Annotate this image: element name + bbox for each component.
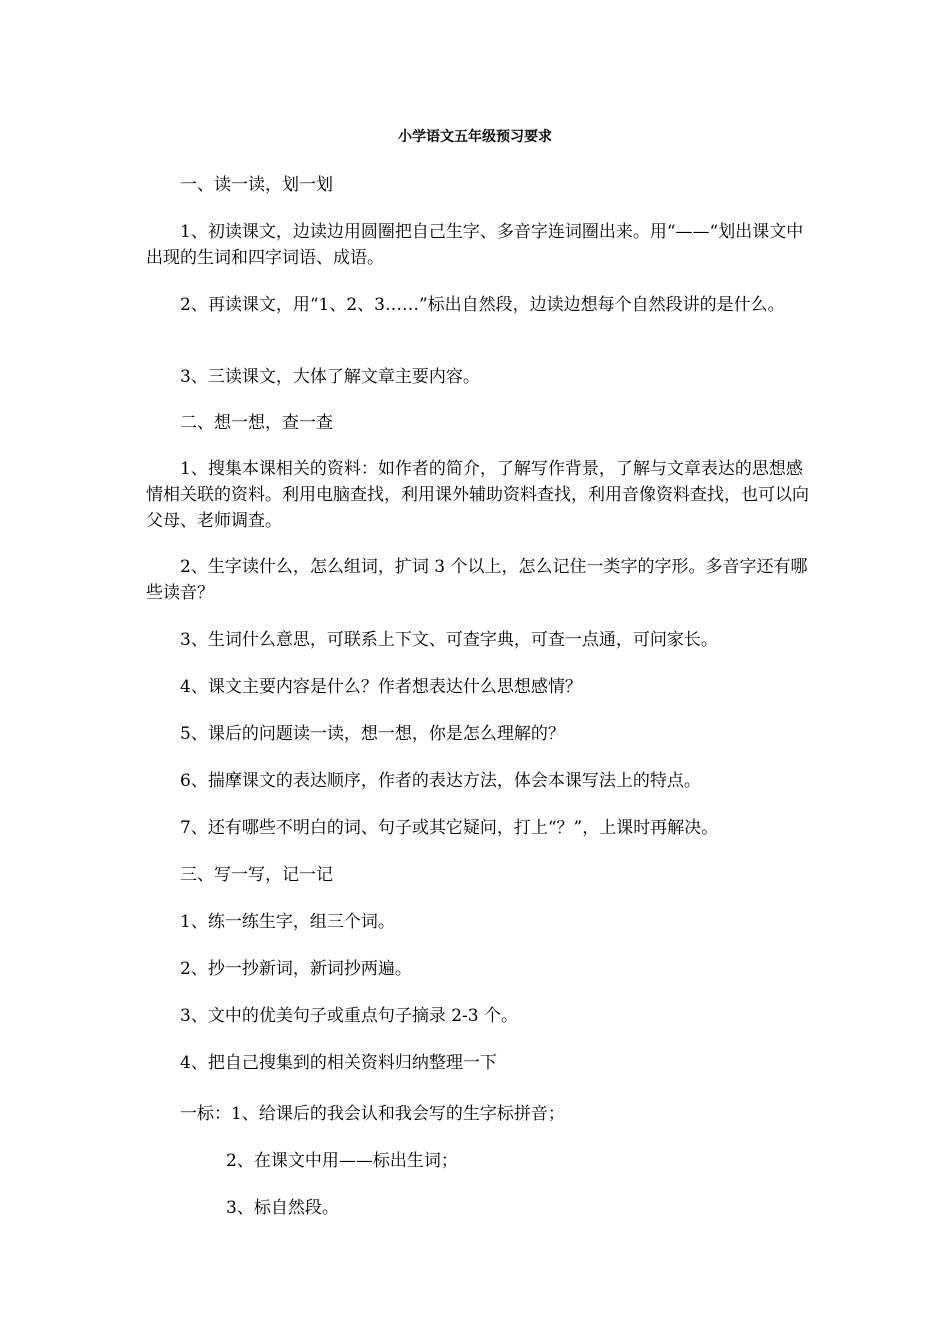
section2-item1: 1、搜集本课相关的资料：如作者的简介，了解写作背景，了解与文章表达的思想感情相关联的资料。利用电脑查找，利用课外辅助资料查找，利用音像资料查找，也可以向父母、老师调查。	[146, 459, 809, 531]
section3-item2: 2、抄一抄新词，新词抄两遍。	[180, 959, 412, 979]
section1-item3: 3、三读课文，大体了解文章主要内容。	[180, 367, 480, 387]
section2-item5: 5、课后的问题读一读，想一想，你是怎么理解的？	[180, 724, 565, 744]
section2-item6: 6、揣摩课文的表达顺序，作者的表达方法，体会本课写法上的特点。	[180, 771, 701, 791]
section2-item7: 7、还有哪些不明白的词、句子或其它疑问，打上“？”，上课时再解决。	[180, 818, 719, 838]
section2-item3: 3、生词什么意思，可联系上下文、可查字典，可查一点通，可问家长。	[180, 630, 718, 650]
section2-item2: 2、生字读什么，怎么组词，扩词 3 个以上，怎么记住一类字的字形。多音字还有哪些读音？	[146, 557, 808, 603]
section1-heading: 一、读一读，划一划	[180, 175, 333, 195]
section3-item1: 1、练一练生字，组三个词。	[180, 912, 395, 932]
section3-item3: 3、文中的优美句子或重点句子摘录 2-3 个。	[180, 1006, 518, 1026]
section1-item2: 2、再读课文，用“1、2、3……”标出自然段，边读边想每个自然段讲的是什么。	[180, 295, 785, 315]
section2-heading: 二、想一想，查一查	[180, 413, 333, 433]
section2-item4: 4、课文主要内容是什么？作者想表达什么思想感情？	[180, 677, 582, 697]
biao-item1: 一标：1、给课后的我会认和我会写的生字标拼音；	[180, 1104, 565, 1124]
biao-item3: 3、标自然段。	[226, 1198, 339, 1218]
document-title: 小学语文五年级预习要求	[398, 129, 552, 145]
section3-item4: 4、把自己搜集到的相关资料归纳整理一下	[180, 1053, 497, 1073]
section1-item1: 1、初读课文，边读边用圆圈把自己生字、多音字连词圈出来。用“——“划出课文中出现的生词和四字词语、成语。	[146, 222, 804, 268]
biao-item2: 2、在课文中用——标出生词；	[226, 1151, 458, 1171]
section3-heading: 三、写一写，记一记	[180, 865, 333, 885]
